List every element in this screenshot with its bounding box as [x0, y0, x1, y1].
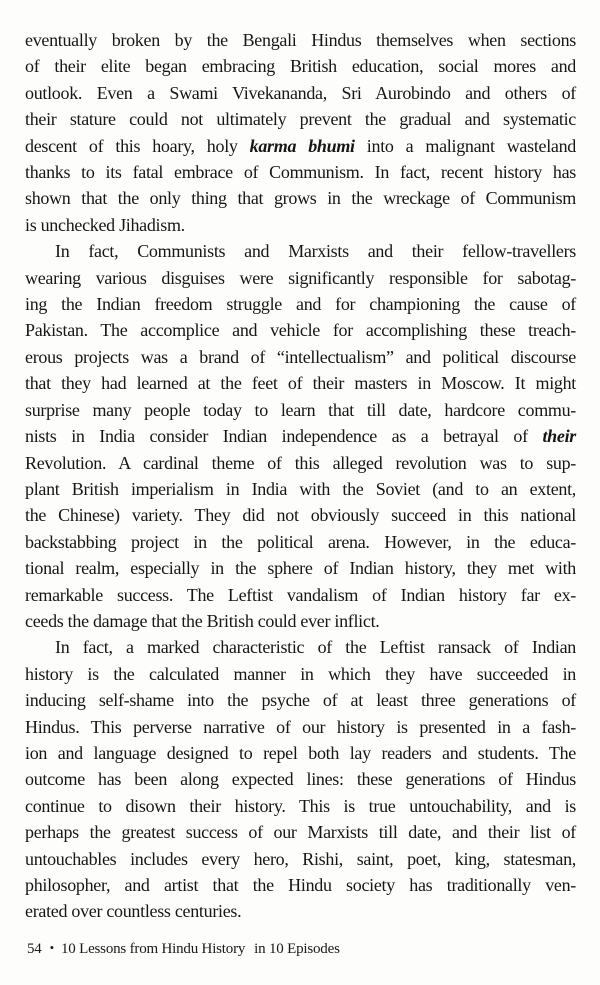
text-line: thanks to its fatal embrace of Communism. In fact, recent history has	[25, 162, 576, 183]
text-line: continue to disown their history. This is true untouchability, and is	[25, 795, 576, 816]
text-line: outlook. Even a Swami Vivekananda, Sri Aurobindo and others of	[25, 82, 576, 103]
text-line: their stature could not ultimately prevent the gradual and systematic	[25, 109, 576, 130]
emphasis-text: karma bhumi	[249, 135, 355, 156]
text-line: outcome has been along expected lines: these generations of Hindus	[25, 769, 576, 790]
text-line: ceeds the damage that the British could ever inflict.	[25, 610, 380, 631]
text-line: surprise many people today to learn that till date, hardcore commu-	[25, 399, 576, 420]
body-text	[25, 27, 576, 925]
text-line: Revolution. A cardinal theme of this alleged revolution was to sup-	[25, 452, 576, 473]
paragraph	[25, 238, 576, 634]
page-footer	[27, 940, 578, 958]
text-line: plant British imperialism in India with the Soviet (and to an extent,	[25, 478, 576, 499]
text-line: philosopher, and artist that the Hindu society has traditionally ven-	[25, 875, 576, 895]
text-line: inducing self-shame into the psyche of at least three generations of	[25, 690, 576, 711]
paragraph	[25, 634, 576, 924]
running-title: 10 Lessons from Hindu History	[60, 941, 246, 957]
text-line: remarkable success. The Leftist vandalism of Indian history far ex-	[25, 584, 576, 605]
text-line: Pakistan. The accomplice and vehicle for accomplishing these treach-	[25, 320, 576, 341]
paragraph	[25, 27, 576, 238]
text-line: In fact, a marked characteristic of the Leftist ransack of Indian	[55, 637, 576, 658]
page-number: 54	[27, 941, 42, 957]
text-line: shown that the only thing that grows in the wreckage of Communism	[25, 188, 576, 209]
text-line: of their elite began embracing British education, social mores and	[25, 56, 576, 77]
text-line: history is the calculated manner in which they have succeeded in	[25, 663, 576, 684]
text-line: descent of this hoary, holy karma bhumi into a malignant wasteland	[25, 135, 577, 156]
bullet-icon: •	[49, 940, 54, 955]
text-line: backstabbing project in the political arena. However, in the educa-	[25, 531, 576, 552]
text-line: is unchecked Jihadism.	[25, 214, 185, 235]
text-line: nists in India consider Indian independence as a betrayal of their	[25, 426, 576, 447]
text-line: ing the Indian freedom struggle and for championing the cause of	[25, 294, 576, 315]
text-line: erous projects was a brand of “intellectualism” and political discourse	[25, 346, 576, 367]
text-line: In fact, Communists and Marxists and their fellow-travellers	[55, 241, 576, 262]
text-line: tional realm, especially in the sphere of Indian history, they met with	[25, 558, 576, 579]
text-line: ion and language designed to repel both lay readers and students. The	[25, 742, 576, 763]
text-line: erated over countless centuries.	[25, 901, 242, 922]
running-title-suffix: in 10 Episodes	[254, 941, 340, 957]
text-line: the Chinese) variety. They did not obviously succeed in this national	[25, 505, 576, 526]
text-line: eventually broken by the Bengali Hindus themselves when sections	[25, 30, 576, 50]
text-line: Hindus. This perverse narrative of our history is presented in a fash-	[25, 716, 576, 737]
text-line: perhaps the greatest success of our Marxists till date, and their list of	[25, 822, 576, 843]
text-line: wearing various disguises were significantly responsible for sabotag-	[25, 267, 576, 288]
emphasis-text: their	[542, 426, 576, 447]
text-line: that they had learned at the feet of their masters in Moscow. It might	[25, 373, 576, 394]
text-line: untouchables includes every hero, Rishi, saint, poet, king, statesman,	[25, 848, 576, 869]
